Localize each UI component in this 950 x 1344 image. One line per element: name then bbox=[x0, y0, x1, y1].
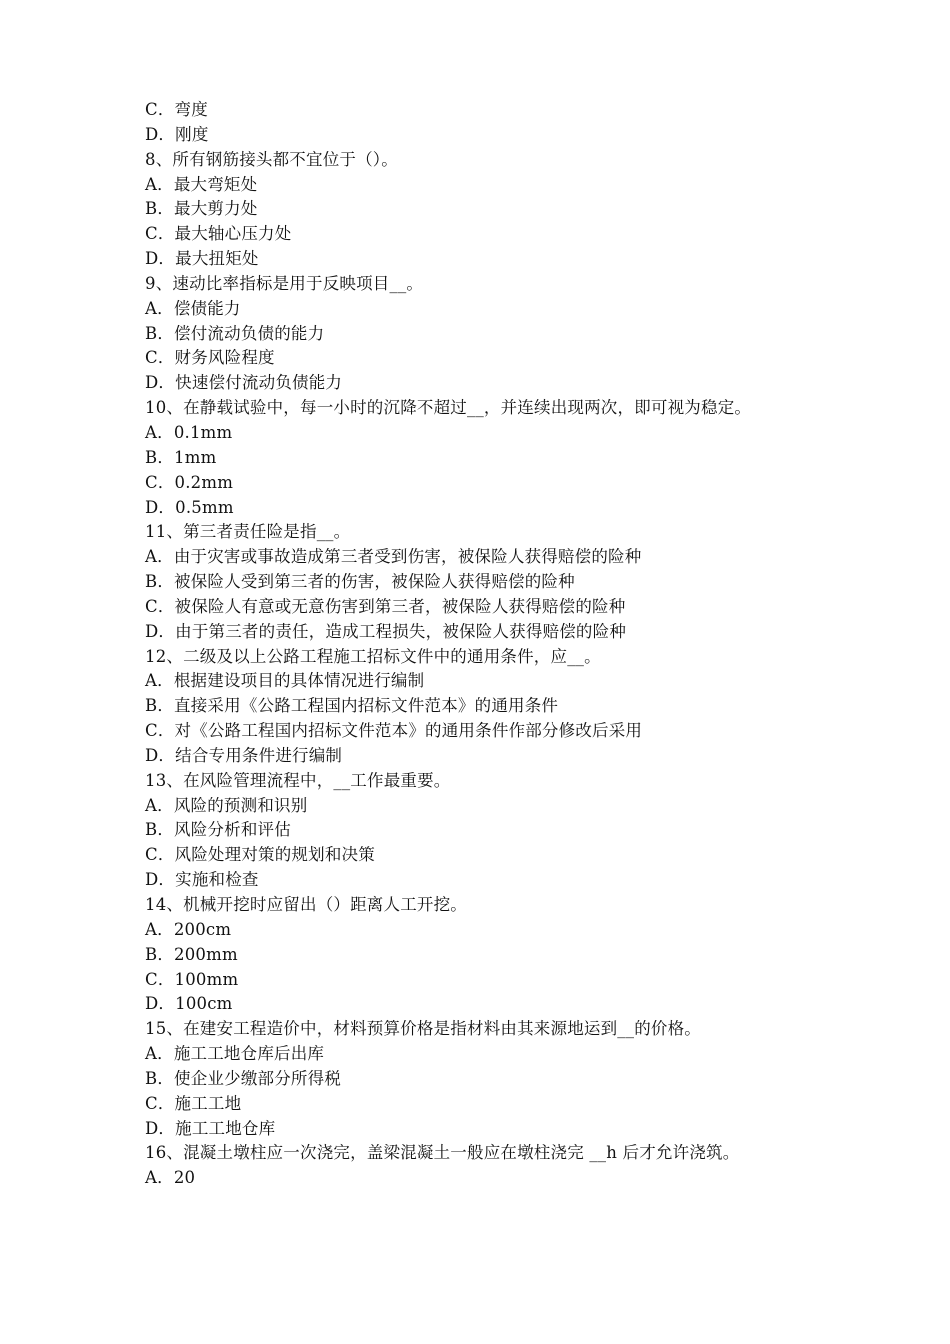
question-text: 10、在静载试验中，每一小时的沉降不超过__，并连续出现两次，即可视为稳定。 bbox=[145, 398, 752, 418]
answer-option: B．1mm bbox=[145, 447, 217, 467]
answer-option: B．200mm bbox=[145, 944, 238, 964]
answer-option: B．偿付流动负债的能力 bbox=[145, 323, 325, 343]
answer-option: D．结合专用条件进行编制 bbox=[145, 745, 343, 765]
answer-option: D．快速偿付流动负债能力 bbox=[145, 373, 343, 393]
answer-option: D．刚度 bbox=[145, 124, 209, 144]
question-text: 15、在建安工程造价中，材料预算价格是指材料由其来源地运到__的价格。 bbox=[145, 1019, 701, 1039]
answer-option: B．最大剪力处 bbox=[145, 199, 258, 219]
answer-option: C．0.2mm bbox=[145, 472, 234, 492]
answer-option: A．200cm bbox=[145, 919, 232, 939]
answer-option: B．风险分析和评估 bbox=[145, 820, 291, 840]
answer-option: A．根据建设项目的具体情况进行编制 bbox=[145, 671, 425, 691]
answer-option: D．施工工地仓库 bbox=[145, 1118, 276, 1138]
answer-option: D．0.5mm bbox=[145, 497, 234, 517]
answer-option: A．施工工地仓库后出库 bbox=[145, 1044, 325, 1064]
answer-option: D．最大扭矩处 bbox=[145, 249, 259, 269]
answer-option: A．最大弯矩处 bbox=[145, 174, 258, 194]
answer-option: B．被保险人受到第三者的伤害，被保险人获得赔偿的险种 bbox=[145, 572, 575, 592]
answer-option: C．风险处理对策的规划和决策 bbox=[145, 845, 375, 865]
answer-option: D．实施和检查 bbox=[145, 870, 259, 890]
answer-option: C．施工工地 bbox=[145, 1093, 242, 1113]
question-text: 16、混凝土墩柱应一次浇完，盖梁混凝土一般应在墩柱浇完 __h 后才允许浇筑。 bbox=[145, 1143, 740, 1163]
answer-option: B．使企业少缴部分所得税 bbox=[145, 1068, 342, 1088]
answer-option: C．被保险人有意或无意伤害到第三者，被保险人获得赔偿的险种 bbox=[145, 596, 626, 616]
answer-option: A．0.1mm bbox=[145, 422, 233, 442]
answer-option: A．偿债能力 bbox=[145, 298, 241, 318]
answer-option: D．100cm bbox=[145, 994, 233, 1014]
answer-option: A．20 bbox=[145, 1168, 196, 1188]
answer-option: A．由于灾害或事故造成第三者受到伤害，被保险人获得赔偿的险种 bbox=[145, 547, 642, 567]
question-text: 12、二级及以上公路工程施工招标文件中的通用条件，应__。 bbox=[145, 646, 601, 666]
answer-option: C．100mm bbox=[145, 969, 239, 989]
answer-option: C．弯度 bbox=[145, 100, 208, 119]
question-text: 13、在风险管理流程中，__工作最重要。 bbox=[145, 770, 451, 790]
answer-option: C．对《公路工程国内招标文件范本》的通用条件作部分修改后采用 bbox=[145, 721, 643, 741]
answer-option: A．风险的预测和识别 bbox=[145, 795, 308, 815]
answer-option: C．财务风险程度 bbox=[145, 348, 275, 368]
question-text: 9、速动比率指标是用于反映项目__。 bbox=[145, 273, 424, 293]
exam-question-list bbox=[145, 98, 845, 1191]
answer-option: D．由于第三者的责任，造成工程损失，被保险人获得赔偿的险种 bbox=[145, 621, 627, 641]
question-text: 11、第三者责任险是指__。 bbox=[145, 522, 351, 542]
question-text: 8、所有钢筋接头都不宜位于（）。 bbox=[145, 149, 398, 169]
answer-option: C．最大轴心压力处 bbox=[145, 224, 292, 244]
answer-option: B．直接采用《公路工程国内招标文件范本》的通用条件 bbox=[145, 696, 559, 716]
question-text: 14、机械开挖时应留出（）距离人工开挖。 bbox=[145, 895, 467, 914]
